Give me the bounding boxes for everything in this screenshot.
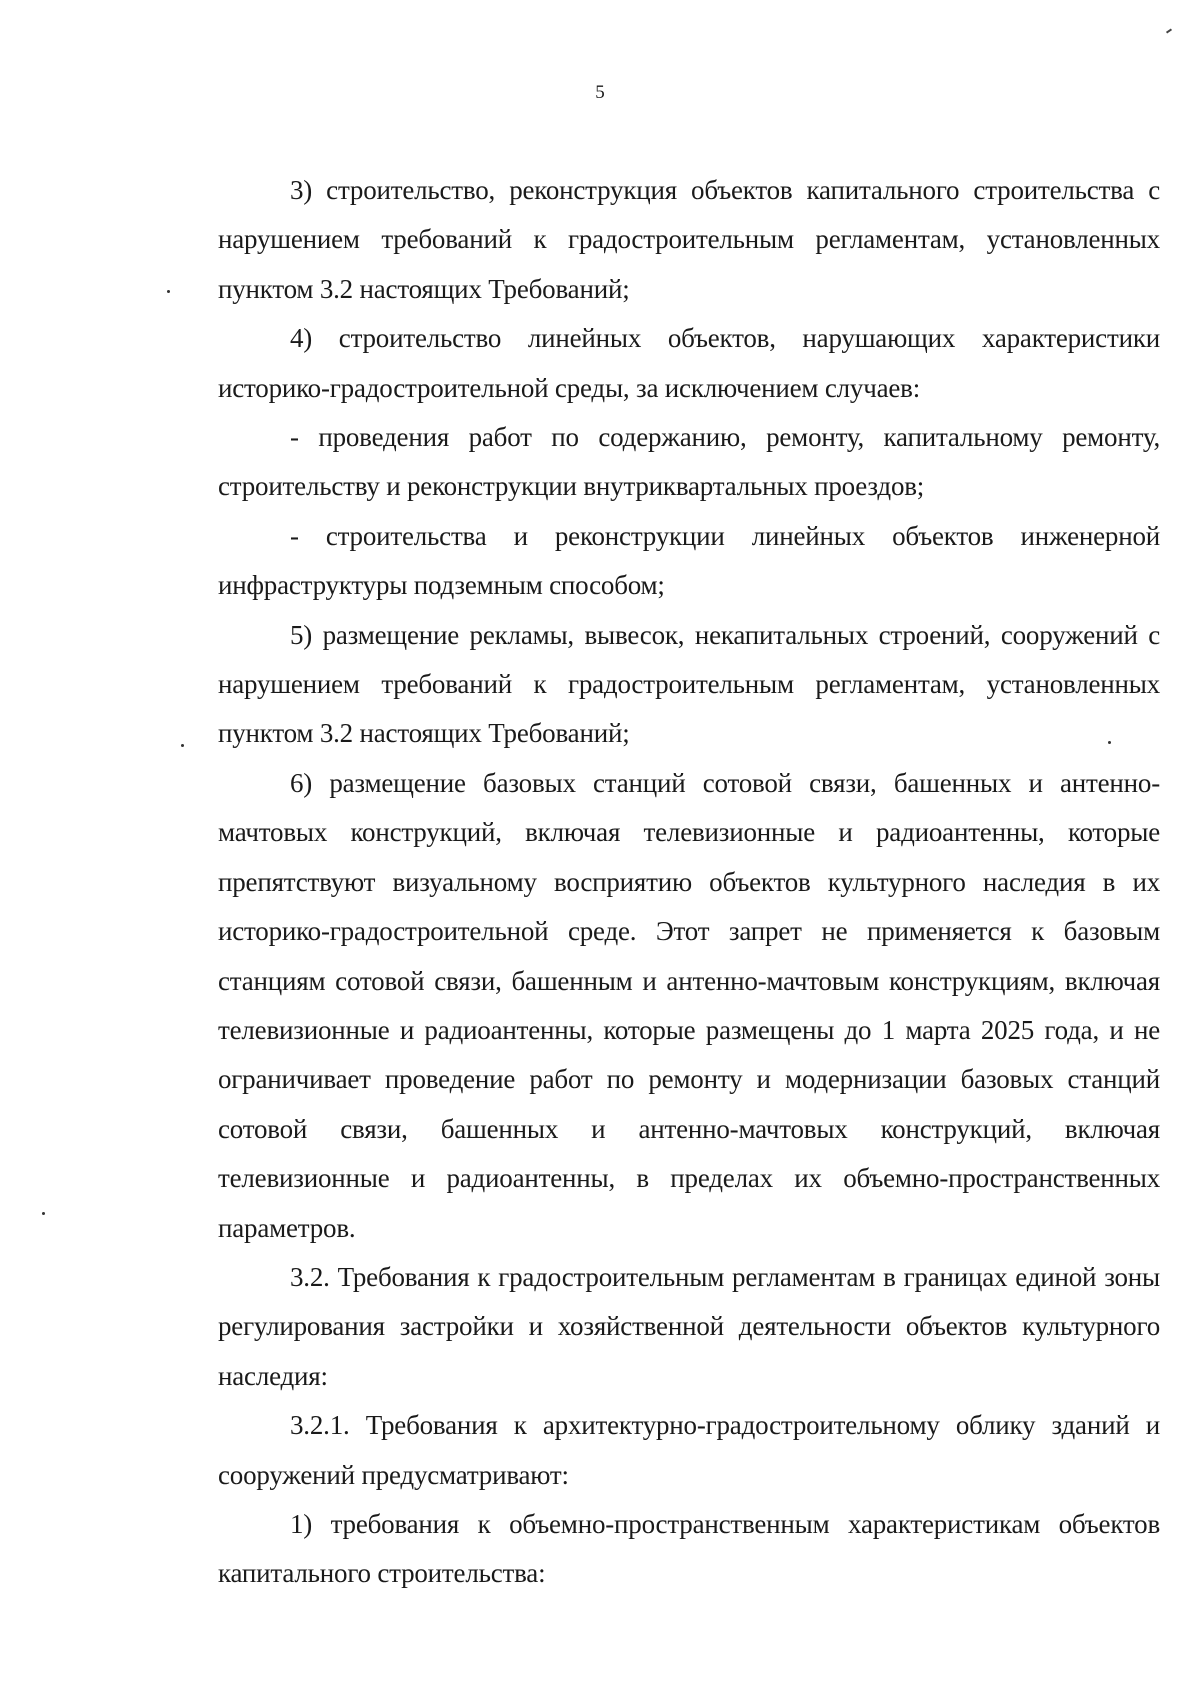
scan-speck [167,290,170,293]
item-5-paragraph: 5) размещение рекламы, вывесок, некапитальных строений, сооружений с нарушением требований к градостроительным регламентам, установленных пунктом 3.2 настоящих Требований; [218,619,1160,749]
item-6-paragraph: 6) размещение базовых станций сотовой связи, башенных и антенно-мачтовых конструкций, включая телевизионные и радиоантенны, которые препятствуют визуальному восприятию объектов культурного наследия в их историко-градостроительной среде. Этот запрет не применяется к базовым станциям сотовой связи, башенным и антенно-мачтовым конструкциям, включая телевизионные и радиоантенны, которые размещены до 1 марта 2025 года, и не ограничивает проведение работ по ремонту и модернизации базовых станций сотовой связи, башенных и антенно-мачтовых конструкций, включая телевизионные и радиоантенны, в пределах их объемно-пространственных параметров. [218,767,1160,1243]
document-body [218,166,1160,1599]
scan-mark [1166,28,1172,33]
requirement-1-paragraph: 1) требования к объемно-пространственным характеристикам объектов капитального строительства: [218,1508,1160,1589]
item-3-paragraph: 3) строительство, реконструкция объектов капитального строительства с нарушением требований к градостроительным регламентам, установленных пунктом 3.2 настоящих Требований; [218,175,1160,304]
section-3-2-paragraph: 3.2. Требования к градостроительным регламентам в границах единой зоны регулирования застройки и хозяйственной деятельности объектов культурного наследия: [218,1261,1160,1391]
page-number: 5 [595,82,605,103]
exception-underground-paragraph: - строительства и реконструкции линейных объектов инженерной инфраструктуры подземным способом; [218,520,1160,601]
exception-maintenance-paragraph: - проведения работ по содержанию, ремонту, капитальному ремонту, строительству и реконструкции внутриквартальных проездов; [218,422,1160,502]
scan-speck [181,744,184,747]
scan-speck [42,1212,45,1215]
item-4-paragraph: 4) строительство линейных объектов, нарушающих характеристики историко-градостроительной среды, за исключением случаев: [218,323,1160,403]
section-3-2-1-paragraph: 3.2.1. Требования к архитектурно-градостроительному облику зданий и сооружений предусматривают: [218,1410,1160,1490]
